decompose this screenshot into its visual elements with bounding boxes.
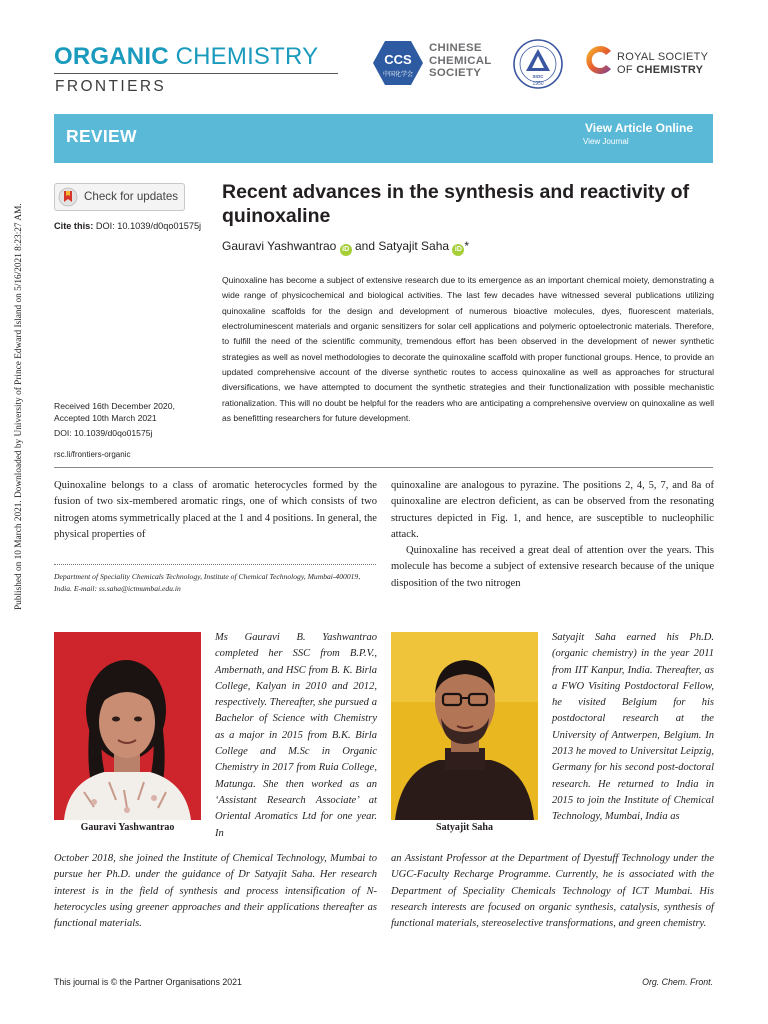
ccs-badge-text: CCS [384,52,412,67]
body-paragraph: Quinoxaline has received a great deal of attention over the years. This molecule has become a subject of extensive research because of the unique disposition of the two nitrogen [391,545,714,589]
body-paragraph: quinoxaline are analogous to pyrazine. The positions 2, 4, 5, 7, and 8a of quinoxaline are electron deficient, as can be observed from the resonating structures depicted in Fig. 1, and hence, are susceptible to nucleophilic attack. [391,480,714,540]
biography-text-continued: October 2018, she joined the Institute of Chemical Technology, Mumbai to pursue her Ph.D. under the guidance of Dr Satyajit Saha. Her research interest is in the field of synthesis and process intensification of N-heterocycles using greener approaches and their applications thereafter as functional materials. [54,853,377,930]
rsc-logo-icon [582,43,616,77]
section-divider [54,467,713,468]
author-affiliation: Department of Speciality Chemicals Technology, Institute of Chemical Technology, Mumbai-400019, India. E-mail: ss.saha@ictmumbai.edu.in [54,572,361,594]
photo-caption: Satyajit Saha [436,822,493,833]
body-text-right [391,478,714,592]
article-title: Recent advances in the synthesis and reactivity of quinoxaline [222,181,690,227]
ccs-wordmark-line: CHINESE [429,42,482,54]
received-dates [54,400,175,425]
author-name[interactable]: Gauravi Yashwantrao [222,239,337,253]
ccs-badge-subtext: 中国化学会 [382,71,414,78]
bookmark-ribbon-icon [58,187,78,207]
ccs-logo-icon [372,40,424,86]
biography-text-continued: an Assistant Professor at the Department of Dyestuff Technology under the UGC-Faculty Recharge Programme. Currently, he is associated with the Department of Speciality Chemicals Technology of ICT Mumbai. His research interests are focused on organic synthesis, catalysis, synthesis of functional materials, stereoselective transformations, and green chemistry. [391,853,714,930]
biography-text: Satyajit Saha earned his Ph.D. (organic chemistry) in the year 2011 from IIT Kanpur, India. Thereafter, as a FWO Visiting Postdoctoral Fellow, he visited Belgium for his postdoctoral research at the University of Antwerpen, Belgium. In 2013 he moved to Universitat Leipzig, Germany for his second post-doctoral research. He returned to India in 2015 to join the Institute of Chemical Technology, Mumbai, India as [552,632,714,823]
article-type-label: REVIEW [66,126,137,146]
footer-copyright: This journal is © the Partner Organisations 2021 [54,977,242,987]
sioc-logo-icon [512,38,564,90]
cite-this [54,221,201,231]
sioc-year: 1950 [532,81,544,87]
author-list [222,239,469,256]
abstract: Quinoxaline has become a subject of extensive research due to its emergence as an important chemical moiety, demonstrating a wide range of physicochemical and biological activities. The last few decades have witnessed several publications utilizing quinoxaline scaffolds for the design and development of numerous bioactive molecules, dyes, fluorescent materials, electroluminescent materials and organic sensitizers for solar cell applications and polymeric optoelectronic materials. Therefore, to fulfill the need of the scientific community, tremendous effort has been observed in the development of newer synthetic strategies as well as novel methodologies to decorate the quinoxaline scaffold with proper functional groups. Hence, to provide an updated comprehensive account of the diverse synthetic routes to access quinoxaline as well as approaches for structural diversifications, we have attempted to document the synthetic strategies and their functionalization with possible mechanistic rationalization. This will no doubt be helpful for the readers who are anticipating a comprehensive overview on quinoxaline as well as benefitting researchers for future development. [222,275,714,424]
author-name[interactable]: Satyajit Saha [378,239,450,253]
view-journal-link[interactable]: View Journal [583,137,629,146]
journal-title[interactable] [54,43,318,71]
sioc-abbr: SIOC [532,74,544,79]
rsc-wordmark-chemistry: CHEMISTRY [636,63,704,76]
journal-title-rest: CHEMISTRY [168,43,319,70]
author-photo-satyajit [391,632,538,820]
ccs-wordmark-line: CHEMICAL [429,54,492,67]
cite-this-doi[interactable]: DOI: 10.1039/d0qo01575j [93,221,202,231]
author-separator: and [351,239,379,253]
body-text-left: Quinoxaline belongs to a class of aromatic heterocycles formed by the fusion of two six-membered aromatic rings, one of which consists of two nitrogen atoms symmetrically placed at the 1 and 4 positions. In general, the physical properties of [54,480,377,540]
portrait-image [391,632,538,820]
ccs-wordmark [429,42,492,80]
orcid-icon[interactable]: iD [452,244,464,256]
received-date: Received 16th December 2020, [54,401,175,411]
photo-caption: Gauravi Yashwantrao [80,822,175,833]
view-article-online-link[interactable]: View Article Online [584,121,693,135]
rsc-wordmark-of: OF [617,63,637,76]
check-for-updates-button[interactable] [54,183,185,211]
journal-subtitle: FRONTIERS [55,78,167,95]
biography-text: Ms Gauravi B. Yashwantrao completed her SSC from B.P.V., Ambernath, and HSC from B. K. Birla College, Kalyan in 2010 and 2012, respectively. Thereafter, she pursued a Bachelor of Science with Chemistry as a major in 2015 from B.K. Birla College and M.Sc in Organic Chemistry in 2017 from Ruia College, Matunga. She then worked as an ‘Assistant Research Associate’ at Oriental Aromatics Ltd for one year. In [215,632,377,839]
accepted-date: Accepted 10th March 2021 [54,413,157,424]
rsc-wordmark-line1: ROYAL SOCIETY [617,51,709,63]
portrait-image [54,632,201,820]
download-stamp-text: Published on 10 March 2021. Downloaded by University of Prince Edward Island on 5/16/2021 8:23:27 AM. [14,203,24,610]
cite-this-label: Cite this: [54,221,94,231]
ccs-wordmark-line: SOCIETY [429,67,482,79]
footnote-divider [54,564,376,565]
orcid-icon[interactable]: iD [340,244,352,256]
journal-link[interactable]: rsc.li/frontiers-organic [54,450,131,459]
check-for-updates-label: Check for updates [84,190,179,203]
corresponding-author-mark: * [464,239,470,253]
footer-journal-abbrev: Org. Chem. Front. [642,977,713,987]
journal-title-bold: ORGANIC [54,43,169,70]
rsc-wordmark-line2 [617,64,708,77]
author-photo-gauravi [54,632,201,820]
rsc-wordmark [617,51,708,76]
article-doi[interactable]: DOI: 10.1039/d0qo01575j [54,428,153,438]
review-banner [54,114,713,163]
journal-title-rule [54,73,338,74]
